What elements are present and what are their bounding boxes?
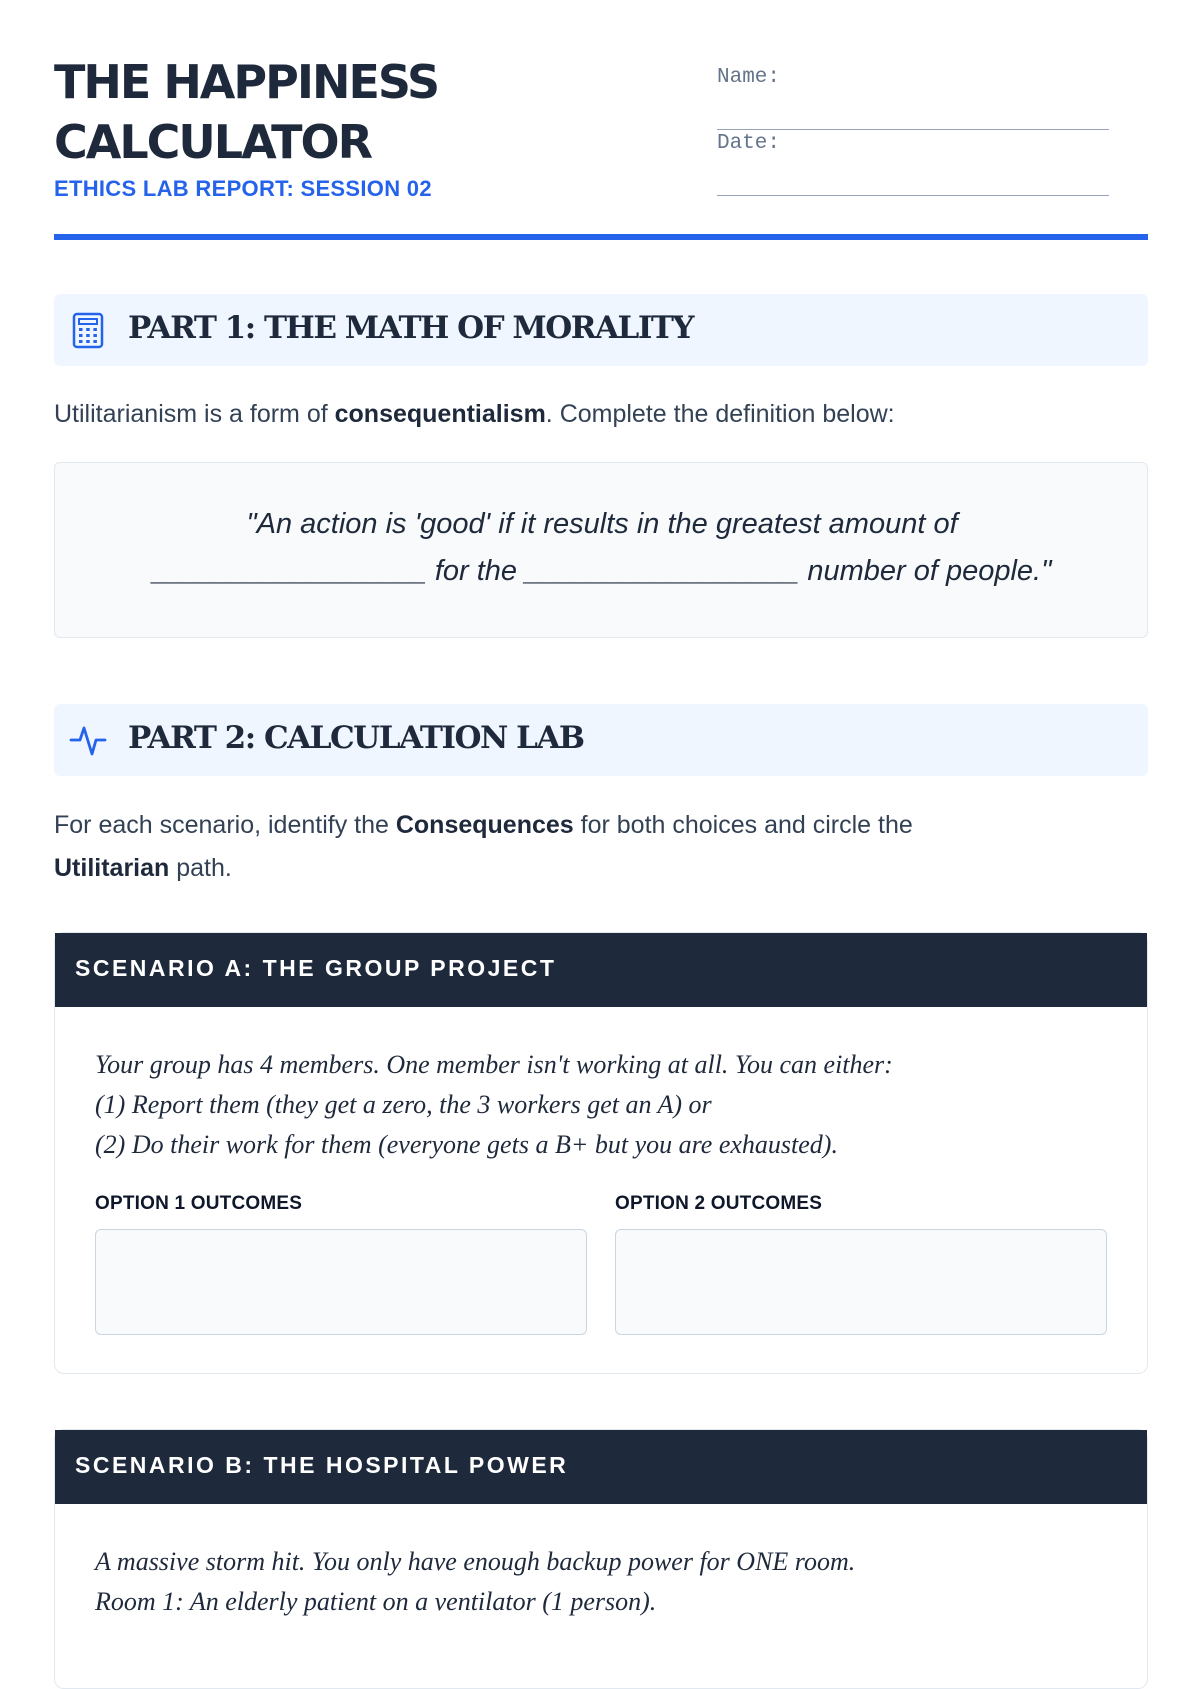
title-line-2: CALCULATOR <box>54 115 372 169</box>
name-field[interactable] <box>717 64 1109 130</box>
option2-label: OPTION 2 OUTCOMES <box>615 1193 823 1214</box>
worksheet-page <box>54 0 1148 1616</box>
calculator-icon <box>68 310 108 350</box>
scenario-a-header <box>55 933 1147 1007</box>
quote-line-2 <box>75 548 1129 595</box>
definition-box <box>54 462 1148 638</box>
story-line: A massive storm hit. You only have enough backup power for ONE room. <box>95 1547 856 1576</box>
activity-pulse-icon <box>68 720 108 760</box>
scenario-a-story <box>95 1045 1105 1165</box>
intro-text-end: path. <box>169 854 232 882</box>
option2-outcomes-input[interactable] <box>615 1229 1107 1335</box>
story-line: Your group has 4 members. One member isn't working at all. You can either: <box>95 1050 893 1079</box>
option1-outcomes-input[interactable] <box>95 1229 587 1335</box>
story-line: (1) Report them (they get a zero, the 3 workers get an A) or <box>95 1090 712 1119</box>
date-field[interactable] <box>717 130 1109 196</box>
scenario-b-header <box>55 1430 1147 1504</box>
intro-keyword-1: Consequences <box>395 811 574 839</box>
part1-header <box>54 294 1148 366</box>
story-line: Room 1: An elderly patient on a ventilator (1 person). <box>95 1587 657 1616</box>
part1-intro <box>54 393 1148 436</box>
blank-1[interactable]: _________________ <box>152 555 427 587</box>
story-line: (2) Do their work for them (everyone gets a B+ but you are exhausted). <box>95 1130 838 1159</box>
quote-end: number of people." <box>799 555 1052 587</box>
page-title <box>54 52 614 172</box>
title-line-1: THE HAPPINESS <box>54 55 439 109</box>
scenario-a-card <box>54 932 1148 1374</box>
header-divider <box>54 234 1148 240</box>
worksheet-header <box>54 52 1148 242</box>
page-subtitle: ETHICS LAB REPORT: SESSION 02 <box>54 176 432 201</box>
intro-text: Utilitarianism is a form of <box>54 400 335 428</box>
quote-line-1: "An action is 'good' if it results in the greatest amount of <box>246 508 958 540</box>
quote-mid: for the <box>426 555 526 587</box>
option1-label: OPTION 1 OUTCOMES <box>95 1193 303 1214</box>
part2-title: PART 2: CALCULATION LAB <box>128 720 584 756</box>
student-fields <box>717 64 1109 196</box>
intro-text: For each scenario, identify the <box>54 811 396 839</box>
name-label: Name: <box>717 66 781 89</box>
scenario-a-title: SCENARIO A: THE GROUP PROJECT <box>75 955 557 981</box>
part1-title: PART 1: THE MATH OF MORALITY <box>128 310 694 346</box>
intro-text-mid: for both choices and circle the <box>573 811 913 839</box>
intro-text-end: . Complete the definition below: <box>545 400 895 428</box>
intro-keyword: consequentialism <box>334 400 546 428</box>
scenario-b-title: SCENARIO B: THE HOSPITAL POWER <box>75 1452 569 1478</box>
date-label: Date: <box>717 132 781 155</box>
scenario-b-card <box>54 1429 1148 1689</box>
intro-keyword-2: Utilitarian <box>54 854 170 882</box>
definition-quote <box>75 501 1129 595</box>
part2-intro <box>54 804 1148 890</box>
blank-2[interactable]: _________________ <box>525 555 800 587</box>
part2-header <box>54 704 1148 776</box>
scenario-b-story <box>95 1542 1105 1622</box>
